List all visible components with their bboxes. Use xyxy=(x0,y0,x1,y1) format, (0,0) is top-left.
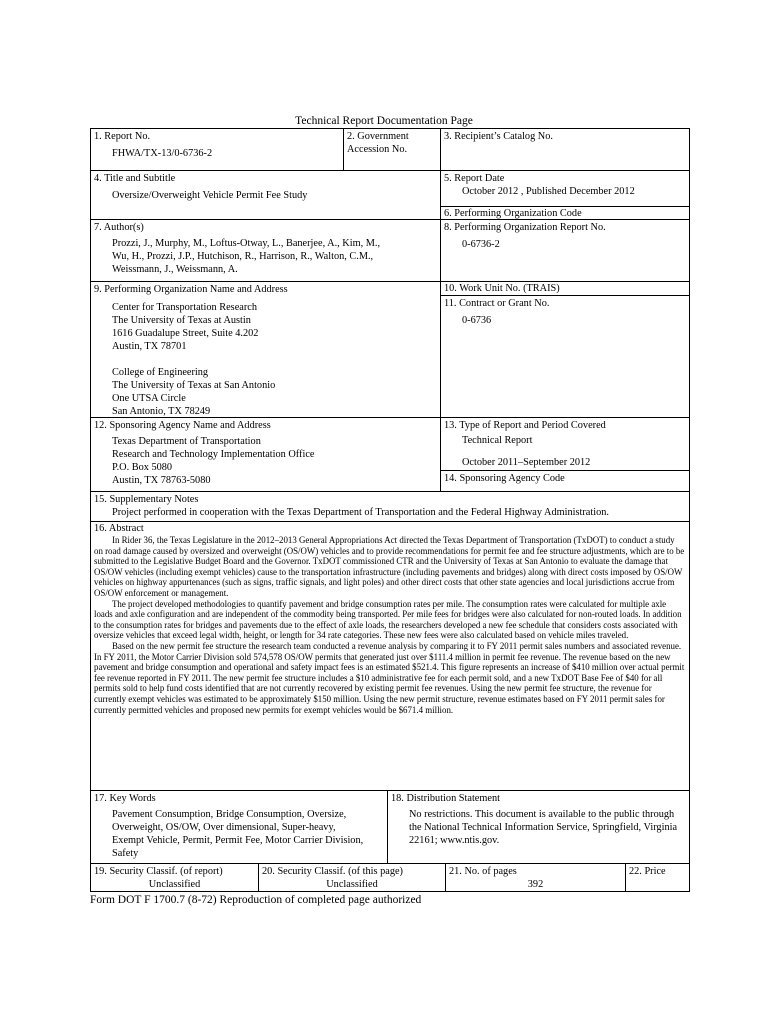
perf-org-code-cell xyxy=(440,206,690,220)
distribution-label: 18. Distribution Statement xyxy=(391,793,500,804)
security-report-value: Unclassified xyxy=(148,879,201,890)
work-unit-label: 10. Work Unit No. (TRAIS) xyxy=(444,283,560,294)
num-pages-value: 392 xyxy=(527,879,544,890)
authors-value: Prozzi, J., Murphy, M., Loftus-Otway, L., Banerjee, A., Kim, M., Wu, H., Prozzi, J.P., Hutchison, R., Harrison, R., Walton, C.M., Weissmann, J., Weissmann, A. xyxy=(112,238,381,275)
security-page-cell xyxy=(258,863,446,892)
report-no-value: FHWA/TX-13/0-6736-2 xyxy=(112,148,213,159)
report-type-label: 13. Type of Report and Period Covered xyxy=(444,420,606,431)
gov-accession-cell xyxy=(343,128,441,171)
perf-org-code-label: 6. Performing Organization Code xyxy=(444,208,582,219)
perf-org-report-value: 0-6736-2 xyxy=(462,239,500,250)
supplementary-value: Project performed in cooperation with the Texas Department of Transportation and the Federal Highway Administration. xyxy=(112,507,609,518)
distribution-value: No restrictions. This document is available to the public through the National Technical Information Service, Springfield, Virginia 22161; www.ntis.gov. xyxy=(409,809,678,846)
sponsoring-agency-value: Texas Department of Transportation Research and Technology Implementation Office P.O. Box 5080 Austin, TX 78763-5080 xyxy=(112,436,315,486)
price-label: 22. Price xyxy=(629,866,666,877)
report-documentation-form xyxy=(90,128,690,892)
report-date-label: 5. Report Date xyxy=(444,173,505,184)
supplementary-label: 15. Supplementary Notes xyxy=(94,494,199,505)
supplementary-cell xyxy=(90,491,690,522)
abstract-cell xyxy=(90,521,690,791)
perf-org-name-cell xyxy=(90,281,441,418)
work-unit-cell xyxy=(440,281,690,296)
authors-label: 7. Author(s) xyxy=(94,222,144,233)
gov-accession-label: 2. Government Accession No. xyxy=(347,131,409,155)
contract-grant-cell xyxy=(440,295,690,418)
form-footer: Form DOT F 1700.7 (8-72) Reproduction of completed page authorized xyxy=(90,894,422,906)
abstract-label: 16. Abstract xyxy=(94,523,144,534)
perf-org-name-value: Center for Transportation Research The University of Texas at Austin 1616 Guadalupe Street, Suite 4.202 Austin, TX 78701 College of Engineering The University of Texas at San Antonio One UTSA Circle San Antonio, TX 78249 xyxy=(112,302,276,417)
security-page-value: Unclassified xyxy=(326,879,378,890)
abstract-paragraph: Based on the new permit fee structure the research team conducted a revenue analysis by comparing it to FY 2011 permit sales numbers and associated revenue. In FY 2011, the Motor Carrier Division sold 574,578 OS/OW permits that generated just over $111.4 million in permit fee revenue. The revenue based on the new pavement and bridge consumption and operational and safety impact fees is an estimated $521.4. This figure represents an increase of $410 million over actual permit fee revenue reported in FY 2011. The new permit fee structure includes a $10 administrative fee for each permit sold, and a new TxDOT Base Fee of $40 for all permits sold to help fund costs identified that are not currently recovered by existing permit fee revenues. Using the new permit fee structure, the revenue for currently exempt vehicles was estimated to be approximately $150 million. Using the new permit structure, revenue estimates based on FY 2011 permit sales for currently permitted vehicles and proposed new permits for exempt vehicles would be $671.4 million. xyxy=(94,640,685,715)
page-title: Technical Report Documentation Page xyxy=(295,115,473,127)
report-no-label: 1. Report No. xyxy=(94,131,151,142)
security-report-label: 19. Security Classif. (of report) xyxy=(94,866,223,877)
sponsoring-agency-label: 12. Sponsoring Agency Name and Address xyxy=(94,420,271,431)
title-subtitle-cell xyxy=(90,170,441,220)
key-words-label: 17. Key Words xyxy=(94,793,156,804)
recipient-catalog-cell xyxy=(440,128,690,171)
report-type-value: Technical Report October 2011–September 2012 xyxy=(462,435,591,468)
price-cell xyxy=(625,863,690,892)
key-words-cell xyxy=(90,790,388,864)
sponsoring-code-cell xyxy=(440,470,690,492)
abstract-body xyxy=(94,535,686,715)
recipient-catalog-label: 3. Recipient’s Catalog No. xyxy=(444,131,553,142)
num-pages-label: 21. No. of pages xyxy=(449,866,517,877)
perf-org-name-label: 9. Performing Organization Name and Address xyxy=(94,284,288,295)
key-words-value: Pavement Consumption, Bridge Consumption, Oversize, Overweight, OS/OW, Over dimensional, Super-heavy, Exempt Vehicle, Permit, Permit Fee, Motor Carrier Division, Safety xyxy=(112,809,364,859)
report-type-cell xyxy=(440,417,690,471)
perf-org-report-cell xyxy=(440,219,690,282)
authors-cell xyxy=(90,219,441,282)
report-no-cell xyxy=(90,128,344,171)
contract-grant-label: 11. Contract or Grant No. xyxy=(444,298,550,309)
title-subtitle-label: 4. Title and Subtitle xyxy=(94,173,176,184)
distribution-cell xyxy=(387,790,690,864)
report-date-value: October 2012 , Published December 2012 xyxy=(462,186,635,197)
contract-grant-value: 0-6736 xyxy=(462,315,492,326)
security-report-cell xyxy=(90,863,259,892)
abstract-paragraph: The project developed methodologies to quantify pavement and bridge consumption rates per mile. The consumption rates were calculated for multiple axle loads and axle configuration and are independent of the commodity being transported. Per mile fees for bridges were also calculated for non-routed loads. In addition to the consumption rates for bridges and pavements due to the effect of axle loads, the researchers developed a new fee schedule that considers costs associated with oversize vehicles that exceed legal width, height, or length for 34 rate categories. These new fees were also calculated based on vehicle miles traveled. xyxy=(94,598,682,641)
sponsoring-agency-cell xyxy=(90,417,441,492)
abstract-paragraph: In Rider 36, the Texas Legislature in the 2012–2013 General Appropriations Act directed the Texas Department of Transportation (TxDOT) to conduct a study on road damage caused by oversized and overweight (OS/OW) vehicles and to provide recommendations for permit fee and fee structure adjustments, which are to be submitted to the Legislative Budget Board and the Governor. TxDOT commissioned CTR and the University of Texas at San Antonio to evaluate the damage that OS/OW vehicles (including exempt vehicles) cause to the transportation infrastructure (including pavements and bridges) along with direct costs imposed by OS/OW vehicles on highway appurtenances (such as signs, traffic signals, and light poles) and other direct costs that other state agencies and local jurisdictions accrue from OS/OW enforcement or management. xyxy=(94,535,685,598)
perf-org-report-label: 8. Performing Organization Report No. xyxy=(444,222,606,233)
title-subtitle-value: Oversize/Overweight Vehicle Permit Fee Study xyxy=(112,190,308,201)
security-page-label: 20. Security Classif. (of this page) xyxy=(262,866,403,877)
sponsoring-code-label: 14. Sponsoring Agency Code xyxy=(444,473,565,484)
num-pages-cell xyxy=(445,863,626,892)
report-date-cell xyxy=(440,170,690,207)
